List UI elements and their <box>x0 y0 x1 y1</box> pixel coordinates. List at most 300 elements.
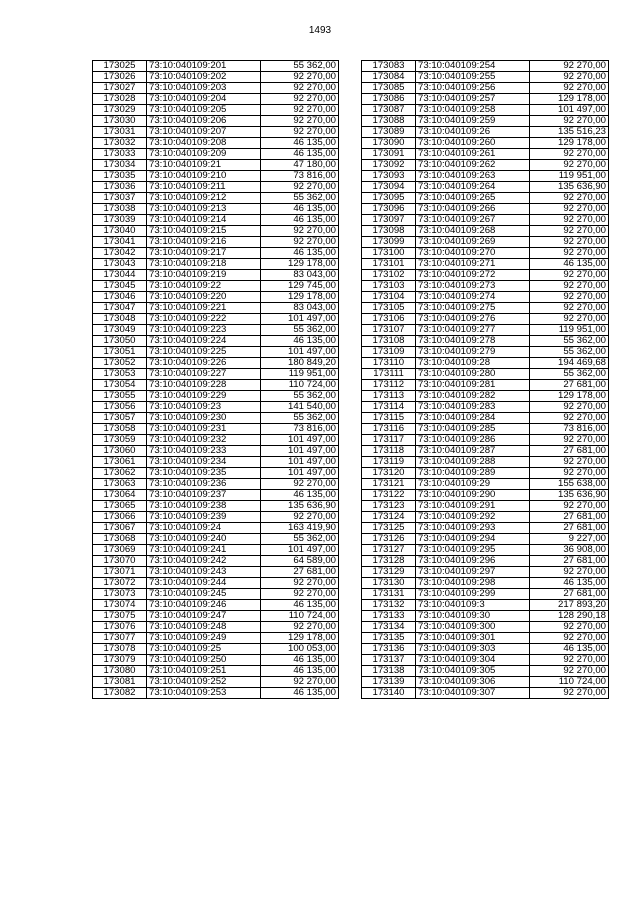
cadastral-number: 73:10:040109:229 <box>147 391 261 402</box>
cadastral-value: 92 270,00 <box>261 479 339 490</box>
cadastral-number: 73:10:040109:256 <box>416 83 530 94</box>
row-number: 173076 <box>93 622 147 633</box>
row-number: 173129 <box>362 567 416 578</box>
table-row <box>362 677 609 688</box>
row-number: 173066 <box>93 512 147 523</box>
cadastral-value: 9 227,00 <box>530 534 609 545</box>
cadastral-number: 73:10:040109:298 <box>416 578 530 589</box>
cadastral-value: 101 497,00 <box>261 435 339 446</box>
cadastral-number: 73:10:040109:263 <box>416 171 530 182</box>
table-row <box>93 424 339 435</box>
table-row <box>93 127 339 138</box>
table-row <box>362 688 609 699</box>
cadastral-number: 73:10:040109:294 <box>416 534 530 545</box>
cadastral-number: 73:10:040109:293 <box>416 523 530 534</box>
table-row <box>362 314 609 325</box>
table-row <box>362 303 609 314</box>
row-number: 173114 <box>362 402 416 413</box>
table-row <box>93 589 339 600</box>
cadastral-value: 92 270,00 <box>261 116 339 127</box>
cadastral-number: 73:10:040109:279 <box>416 347 530 358</box>
row-number: 173121 <box>362 479 416 490</box>
row-number: 173045 <box>93 281 147 292</box>
cadastral-value: 141 540,00 <box>261 402 339 413</box>
cadastral-number: 73:10:040109:272 <box>416 270 530 281</box>
table-row <box>362 182 609 193</box>
row-number: 173067 <box>93 523 147 534</box>
cadastral-value: 101 497,00 <box>261 468 339 479</box>
cadastral-number: 73:10:040109:224 <box>147 336 261 347</box>
table-row <box>362 83 609 94</box>
cadastral-number: 73:10:040109:241 <box>147 545 261 556</box>
row-number: 173103 <box>362 281 416 292</box>
row-number: 173104 <box>362 292 416 303</box>
cadastral-value: 46 135,00 <box>530 644 609 655</box>
cadastral-value: 27 681,00 <box>530 556 609 567</box>
cadastral-value: 92 270,00 <box>530 457 609 468</box>
table-row <box>362 171 609 182</box>
cadastral-value: 129 745,00 <box>261 281 339 292</box>
table-row <box>362 259 609 270</box>
cadastral-number: 73:10:040109:244 <box>147 578 261 589</box>
table-row <box>93 556 339 567</box>
table-row <box>93 391 339 402</box>
table-row <box>362 105 609 116</box>
cadastral-number: 73:10:040109:204 <box>147 94 261 105</box>
cadastral-number: 73:10:040109:208 <box>147 138 261 149</box>
row-number: 173027 <box>93 83 147 94</box>
cadastral-value: 92 270,00 <box>530 226 609 237</box>
table-row <box>93 501 339 512</box>
cadastral-value: 110 724,00 <box>530 677 609 688</box>
table-row <box>93 94 339 105</box>
cadastral-number: 73:10:040109:292 <box>416 512 530 523</box>
table-row <box>362 347 609 358</box>
cadastral-value: 110 724,00 <box>261 611 339 622</box>
cadastral-number: 73:10:040109:218 <box>147 259 261 270</box>
row-number: 173070 <box>93 556 147 567</box>
table-row <box>93 468 339 479</box>
cadastral-value: 101 497,00 <box>261 457 339 468</box>
row-number: 173044 <box>93 270 147 281</box>
table-row <box>362 325 609 336</box>
cadastral-value: 128 290,18 <box>530 611 609 622</box>
row-number: 173092 <box>362 160 416 171</box>
row-number: 173122 <box>362 490 416 501</box>
row-number: 173071 <box>93 567 147 578</box>
cadastral-value: 92 270,00 <box>530 402 609 413</box>
row-number: 173068 <box>93 534 147 545</box>
cadastral-number: 73:10:040109:231 <box>147 424 261 435</box>
table-row <box>362 567 609 578</box>
cadastral-value: 92 270,00 <box>530 633 609 644</box>
cadastral-value: 129 178,00 <box>530 138 609 149</box>
table-row <box>93 237 339 248</box>
cadastral-value: 46 135,00 <box>261 138 339 149</box>
table-row <box>93 380 339 391</box>
row-number: 173089 <box>362 127 416 138</box>
cadastral-value: 92 270,00 <box>530 292 609 303</box>
table-row <box>362 655 609 666</box>
table-row <box>93 666 339 677</box>
row-number: 173117 <box>362 435 416 446</box>
cadastral-value: 55 362,00 <box>530 369 609 380</box>
table-row <box>93 171 339 182</box>
row-number: 173036 <box>93 182 147 193</box>
row-number: 173091 <box>362 149 416 160</box>
row-number: 173135 <box>362 633 416 644</box>
cadastral-number: 73:10:040109:277 <box>416 325 530 336</box>
cadastral-number: 73:10:040109:306 <box>416 677 530 688</box>
cadastral-number: 73:10:040109:205 <box>147 105 261 116</box>
cadastral-value: 119 951,00 <box>530 171 609 182</box>
row-number: 173054 <box>93 380 147 391</box>
cadastral-number: 73:10:040109:246 <box>147 600 261 611</box>
row-number: 173097 <box>362 215 416 226</box>
cadastral-number: 73:10:040109:237 <box>147 490 261 501</box>
table-row <box>362 435 609 446</box>
table-row <box>93 193 339 204</box>
row-number: 173031 <box>93 127 147 138</box>
cadastral-value: 92 270,00 <box>530 83 609 94</box>
cadastral-value: 92 270,00 <box>530 270 609 281</box>
table-row <box>362 193 609 204</box>
cadastral-number: 73:10:040109:288 <box>416 457 530 468</box>
table-row <box>362 215 609 226</box>
table-row <box>362 556 609 567</box>
cadastral-value: 46 135,00 <box>261 248 339 259</box>
row-number: 173133 <box>362 611 416 622</box>
cadastral-number: 73:10:040109:26 <box>416 127 530 138</box>
row-number: 173138 <box>362 666 416 677</box>
cadastral-number: 73:10:040109:23 <box>147 402 261 413</box>
cadastral-number: 73:10:040109:221 <box>147 303 261 314</box>
cadastral-number: 73:10:040109:215 <box>147 226 261 237</box>
cadastral-value: 92 270,00 <box>261 677 339 688</box>
row-number: 173065 <box>93 501 147 512</box>
cadastral-value: 92 270,00 <box>530 666 609 677</box>
cadastral-number: 73:10:040109:228 <box>147 380 261 391</box>
row-number: 173105 <box>362 303 416 314</box>
cadastral-number: 73:10:040109:21 <box>147 160 261 171</box>
row-number: 173134 <box>362 622 416 633</box>
cadastral-value: 129 178,00 <box>530 94 609 105</box>
cadastral-number: 73:10:040109:291 <box>416 501 530 512</box>
cadastral-number: 73:10:040109:283 <box>416 402 530 413</box>
cadastral-value: 27 681,00 <box>530 446 609 457</box>
row-number: 173116 <box>362 424 416 435</box>
row-number: 173074 <box>93 600 147 611</box>
row-number: 173030 <box>93 116 147 127</box>
table-row <box>93 182 339 193</box>
table-row <box>93 248 339 259</box>
cadastral-number: 73:10:040109:233 <box>147 446 261 457</box>
table-row <box>362 369 609 380</box>
cadastral-number: 73:10:040109:273 <box>416 281 530 292</box>
row-number: 173069 <box>93 545 147 556</box>
table-row <box>362 94 609 105</box>
cadastral-value: 135 636,90 <box>261 501 339 512</box>
cadastral-number: 73:10:040109:295 <box>416 545 530 556</box>
cadastral-number: 73:10:040109:211 <box>147 182 261 193</box>
table-row <box>93 688 339 699</box>
cadastral-number: 73:10:040109:240 <box>147 534 261 545</box>
cadastral-value: 92 270,00 <box>530 622 609 633</box>
row-number: 173100 <box>362 248 416 259</box>
cadastral-number: 73:10:040109:227 <box>147 369 261 380</box>
cadastral-value: 64 589,00 <box>261 556 339 567</box>
row-number: 173048 <box>93 314 147 325</box>
row-number: 173075 <box>93 611 147 622</box>
cadastral-value: 92 270,00 <box>530 248 609 259</box>
row-number: 173072 <box>93 578 147 589</box>
cadastral-number: 73:10:040109:271 <box>416 259 530 270</box>
cadastral-value: 92 270,00 <box>530 61 609 72</box>
table-row <box>362 116 609 127</box>
row-number: 173079 <box>93 655 147 666</box>
cadastral-value: 83 043,00 <box>261 270 339 281</box>
table-row <box>93 677 339 688</box>
row-number: 173108 <box>362 336 416 347</box>
cadastral-number: 73:10:040109:247 <box>147 611 261 622</box>
row-number: 173037 <box>93 193 147 204</box>
row-number: 173096 <box>362 204 416 215</box>
cadastral-value: 83 043,00 <box>261 303 339 314</box>
row-number: 173034 <box>93 160 147 171</box>
cadastral-number: 73:10:040109:222 <box>147 314 261 325</box>
row-number: 173119 <box>362 457 416 468</box>
table-row <box>93 479 339 490</box>
row-number: 173106 <box>362 314 416 325</box>
table-row <box>362 336 609 347</box>
cadastral-number: 73:10:040109:300 <box>416 622 530 633</box>
cadastral-value: 155 638,00 <box>530 479 609 490</box>
cadastral-value: 92 270,00 <box>530 413 609 424</box>
row-number: 173139 <box>362 677 416 688</box>
cadastral-number: 73:10:040109:230 <box>147 413 261 424</box>
cadastral-value: 92 270,00 <box>261 182 339 193</box>
row-number: 173085 <box>362 83 416 94</box>
cadastral-value: 92 270,00 <box>261 622 339 633</box>
table-row <box>362 226 609 237</box>
cadastral-value: 92 270,00 <box>530 281 609 292</box>
cadastral-number: 73:10:040109:28 <box>416 358 530 369</box>
cadastral-value-table-left <box>92 60 339 699</box>
table-row <box>93 369 339 380</box>
cadastral-value: 92 270,00 <box>530 468 609 479</box>
row-number: 173115 <box>362 413 416 424</box>
row-number: 173064 <box>93 490 147 501</box>
cadastral-value: 73 816,00 <box>530 424 609 435</box>
cadastral-number: 73:10:040109:284 <box>416 413 530 424</box>
cadastral-number: 73:10:040109:275 <box>416 303 530 314</box>
table-row <box>93 402 339 413</box>
cadastral-number: 73:10:040109:245 <box>147 589 261 600</box>
cadastral-number: 73:10:040109:201 <box>147 61 261 72</box>
row-number: 173081 <box>93 677 147 688</box>
row-number: 173049 <box>93 325 147 336</box>
row-number: 173060 <box>93 446 147 457</box>
cadastral-value: 92 270,00 <box>530 149 609 160</box>
cadastral-number: 73:10:040109:253 <box>147 688 261 699</box>
cadastral-number: 73:10:040109:30 <box>416 611 530 622</box>
cadastral-number: 73:10:040109:290 <box>416 490 530 501</box>
table-row <box>362 402 609 413</box>
cadastral-number: 73:10:040109:276 <box>416 314 530 325</box>
row-number: 173035 <box>93 171 147 182</box>
cadastral-value: 55 362,00 <box>261 61 339 72</box>
cadastral-number: 73:10:040109:207 <box>147 127 261 138</box>
cadastral-number: 73:10:040109:248 <box>147 622 261 633</box>
row-number: 173083 <box>362 61 416 72</box>
table-row <box>362 237 609 248</box>
cadastral-number: 73:10:040109:261 <box>416 149 530 160</box>
row-number: 173127 <box>362 545 416 556</box>
table-row <box>362 578 609 589</box>
row-number: 173062 <box>93 468 147 479</box>
table-row <box>362 644 609 655</box>
cadastral-value: 92 270,00 <box>530 688 609 699</box>
table-row <box>362 468 609 479</box>
table-row <box>93 270 339 281</box>
cadastral-value: 27 681,00 <box>261 567 339 578</box>
table-row <box>362 545 609 556</box>
cadastral-value: 92 270,00 <box>261 237 339 248</box>
cadastral-number: 73:10:040109:274 <box>416 292 530 303</box>
table-row <box>362 160 609 171</box>
cadastral-value: 101 497,00 <box>261 347 339 358</box>
table-row <box>93 523 339 534</box>
table-row <box>362 292 609 303</box>
cadastral-value: 101 497,00 <box>261 314 339 325</box>
table-row <box>362 149 609 160</box>
cadastral-value: 46 135,00 <box>530 259 609 270</box>
cadastral-value: 92 270,00 <box>530 314 609 325</box>
table-row <box>362 611 609 622</box>
table-row <box>93 655 339 666</box>
table-row <box>93 347 339 358</box>
row-number: 173080 <box>93 666 147 677</box>
row-number: 173053 <box>93 369 147 380</box>
cadastral-value: 129 178,00 <box>261 633 339 644</box>
cadastral-value: 135 636,90 <box>530 182 609 193</box>
cadastral-number: 73:10:040109:217 <box>147 248 261 259</box>
row-number: 173113 <box>362 391 416 402</box>
row-number: 173126 <box>362 534 416 545</box>
cadastral-number: 73:10:040109:258 <box>416 105 530 116</box>
cadastral-value: 27 681,00 <box>530 512 609 523</box>
cadastral-number: 73:10:040109:250 <box>147 655 261 666</box>
cadastral-number: 73:10:040109:219 <box>147 270 261 281</box>
row-number: 173093 <box>362 171 416 182</box>
cadastral-number: 73:10:040109:267 <box>416 215 530 226</box>
cadastral-value: 73 816,00 <box>261 171 339 182</box>
table-row <box>93 105 339 116</box>
cadastral-number: 73:10:040109:22 <box>147 281 261 292</box>
table-row <box>93 578 339 589</box>
table-row <box>362 204 609 215</box>
row-number: 173123 <box>362 501 416 512</box>
cadastral-number: 73:10:040109:223 <box>147 325 261 336</box>
row-number: 173137 <box>362 655 416 666</box>
cadastral-number: 73:10:040109:268 <box>416 226 530 237</box>
cadastral-value: 92 270,00 <box>261 512 339 523</box>
cadastral-number: 73:10:040109:254 <box>416 61 530 72</box>
cadastral-number: 73:10:040109:239 <box>147 512 261 523</box>
row-number: 173033 <box>93 149 147 160</box>
cadastral-number: 73:10:040109:270 <box>416 248 530 259</box>
cadastral-number: 73:10:040109:299 <box>416 589 530 600</box>
table-row <box>93 512 339 523</box>
row-number: 173109 <box>362 347 416 358</box>
cadastral-number: 73:10:040109:210 <box>147 171 261 182</box>
cadastral-number: 73:10:040109:226 <box>147 358 261 369</box>
cadastral-number: 73:10:040109:289 <box>416 468 530 479</box>
table-row <box>362 457 609 468</box>
row-number: 173112 <box>362 380 416 391</box>
table-row <box>93 545 339 556</box>
row-number: 173046 <box>93 292 147 303</box>
cadastral-value: 73 816,00 <box>261 424 339 435</box>
row-number: 173056 <box>93 402 147 413</box>
row-number: 173057 <box>93 413 147 424</box>
cadastral-number: 73:10:040109:220 <box>147 292 261 303</box>
table-row <box>93 72 339 83</box>
table-row <box>362 633 609 644</box>
table-row <box>362 391 609 402</box>
cadastral-value: 92 270,00 <box>261 578 339 589</box>
cadastral-number: 73:10:040109:259 <box>416 116 530 127</box>
cadastral-number: 73:10:040109:29 <box>416 479 530 490</box>
cadastral-number: 73:10:040109:24 <box>147 523 261 534</box>
row-number: 173042 <box>93 248 147 259</box>
cadastral-number: 73:10:040109:202 <box>147 72 261 83</box>
cadastral-number: 73:10:040109:296 <box>416 556 530 567</box>
table-row <box>93 83 339 94</box>
table-row <box>93 292 339 303</box>
row-number: 173101 <box>362 259 416 270</box>
cadastral-value: 46 135,00 <box>261 204 339 215</box>
row-number: 173111 <box>362 369 416 380</box>
cadastral-number: 73:10:040109:251 <box>147 666 261 677</box>
table-row <box>93 446 339 457</box>
cadastral-value: 27 681,00 <box>530 380 609 391</box>
cadastral-number: 73:10:040109:213 <box>147 204 261 215</box>
cadastral-number: 73:10:040109:255 <box>416 72 530 83</box>
cadastral-number: 73:10:040109:278 <box>416 336 530 347</box>
table-row <box>362 72 609 83</box>
row-number: 173131 <box>362 589 416 600</box>
table-row <box>93 204 339 215</box>
row-number: 173136 <box>362 644 416 655</box>
row-number: 173061 <box>93 457 147 468</box>
cadastral-number: 73:10:040109:25 <box>147 644 261 655</box>
table-row <box>362 127 609 138</box>
cadastral-value: 92 270,00 <box>530 204 609 215</box>
table-row <box>362 248 609 259</box>
cadastral-number: 73:10:040109:3 <box>416 600 530 611</box>
row-number: 173124 <box>362 512 416 523</box>
cadastral-value: 36 908,00 <box>530 545 609 556</box>
table-row <box>362 490 609 501</box>
row-number: 173055 <box>93 391 147 402</box>
cadastral-number: 73:10:040109:238 <box>147 501 261 512</box>
row-number: 173120 <box>362 468 416 479</box>
table-row <box>362 61 609 72</box>
cadastral-number: 73:10:040109:265 <box>416 193 530 204</box>
page-number: 1493 <box>308 25 332 36</box>
row-number: 173029 <box>93 105 147 116</box>
